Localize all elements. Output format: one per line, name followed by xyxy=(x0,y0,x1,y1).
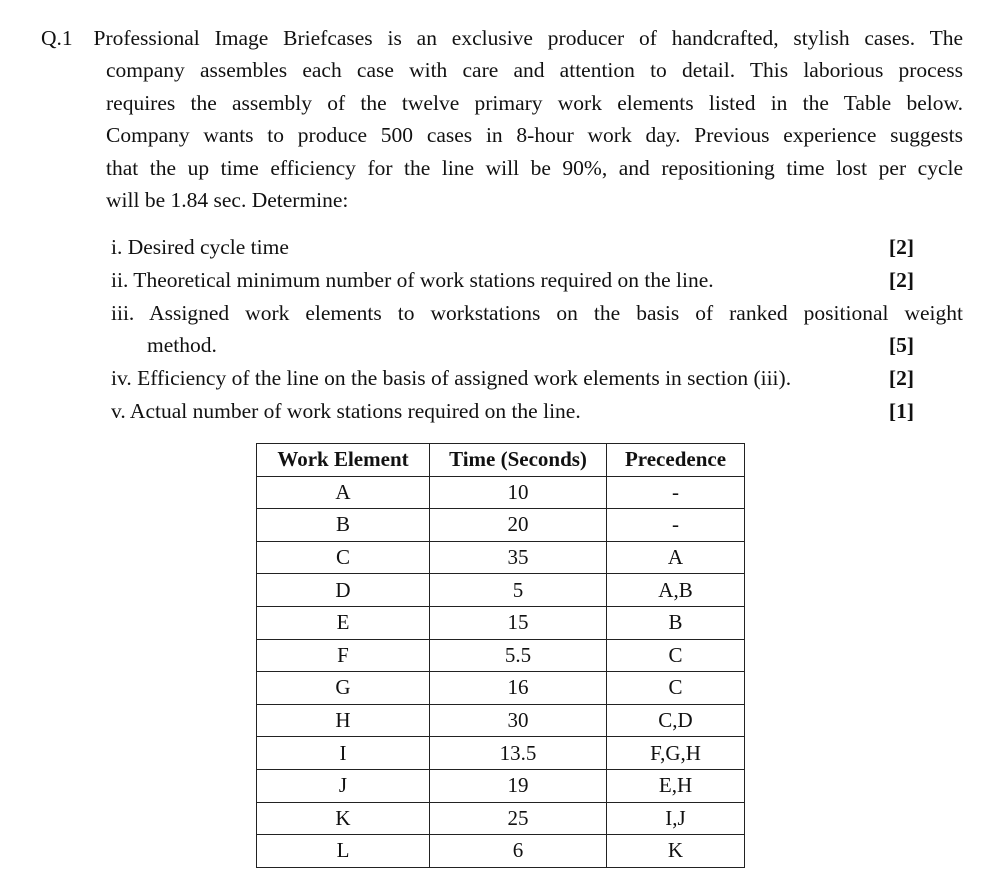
question-number: Q.1 xyxy=(41,26,73,50)
part-marks: [5] xyxy=(888,333,914,358)
part-iii-continued xyxy=(111,329,963,362)
cell-time: 6 xyxy=(430,835,607,868)
cell-element: D xyxy=(257,574,430,607)
part-ii xyxy=(111,264,963,297)
part-i xyxy=(111,231,963,264)
cell-element: K xyxy=(257,802,430,835)
table-row xyxy=(257,737,745,770)
cell-element: G xyxy=(257,672,430,705)
cell-element: L xyxy=(257,835,430,868)
part-text: i. Desired cycle time xyxy=(111,235,289,259)
cell-element: H xyxy=(257,704,430,737)
cell-element: I xyxy=(257,737,430,770)
part-iv xyxy=(111,362,963,395)
cell-time: 20 xyxy=(430,509,607,542)
table-row xyxy=(257,476,745,509)
part-marks: [2] xyxy=(888,267,914,292)
part-text: method. xyxy=(147,333,217,358)
cell-precedence: B xyxy=(607,606,745,639)
part-v xyxy=(111,395,963,428)
cell-time: 15 xyxy=(430,606,607,639)
cell-precedence: A,B xyxy=(607,574,745,607)
table-row xyxy=(257,574,745,607)
cell-time: 13.5 xyxy=(430,737,607,770)
header-work-element: Work Element xyxy=(257,444,430,477)
cell-time: 19 xyxy=(430,769,607,802)
table-row xyxy=(257,541,745,574)
header-time: Time (Seconds) xyxy=(430,444,607,477)
table-row xyxy=(257,672,745,705)
part-marks: [1] xyxy=(888,398,914,423)
table-row xyxy=(257,639,745,672)
table-header-row xyxy=(257,444,745,477)
part-marks: [2] xyxy=(888,235,914,259)
cell-precedence: E,H xyxy=(607,769,745,802)
cell-precedence: K xyxy=(607,835,745,868)
part-text: v. Actual number of work stations required on the line. xyxy=(111,398,581,423)
cell-precedence: C xyxy=(607,639,745,672)
question-line-5: that the up time efficiency for the line will be 90%, and repositioning time lost per cycle xyxy=(106,155,963,180)
part-iii xyxy=(111,297,963,330)
cell-element: C xyxy=(257,541,430,574)
question-line-1: Q.1 Professional Image Briefcases is an exclusive producer of handcrafted, stylish cases. The xyxy=(41,26,963,50)
part-text: ii. Theoretical minimum number of work stations required on the line. xyxy=(111,267,714,292)
cell-element: E xyxy=(257,606,430,639)
table-row xyxy=(257,704,745,737)
cell-element: B xyxy=(257,509,430,542)
question-line-6: will be 1.84 sec. Determine: xyxy=(106,188,349,213)
cell-element: F xyxy=(257,639,430,672)
cell-time: 5 xyxy=(430,574,607,607)
cell-element: A xyxy=(257,476,430,509)
table-row xyxy=(257,509,745,542)
cell-precedence: C xyxy=(607,672,745,705)
cell-element: J xyxy=(257,769,430,802)
table-row xyxy=(257,769,745,802)
part-text: iii. Assigned work elements to workstations on the basis of ranked positional weight xyxy=(111,300,963,325)
cell-time: 25 xyxy=(430,802,607,835)
cell-precedence: I,J xyxy=(607,802,745,835)
part-text: iv. Efficiency of the line on the basis of assigned work elements in section (iii). xyxy=(111,366,792,391)
cell-precedence: - xyxy=(607,509,745,542)
cell-time: 35 xyxy=(430,541,607,574)
table-row xyxy=(257,802,745,835)
cell-time: 5.5 xyxy=(430,639,607,672)
cell-time: 10 xyxy=(430,476,607,509)
question-parts xyxy=(111,231,963,428)
question-line-4: Company wants to produce 500 cases in 8-hour work day. Previous experience suggests xyxy=(106,123,963,148)
cell-time: 30 xyxy=(430,704,607,737)
cell-precedence: A xyxy=(607,541,745,574)
cell-time: 16 xyxy=(430,672,607,705)
table-row xyxy=(257,606,745,639)
cell-precedence: - xyxy=(607,476,745,509)
cell-precedence: C,D xyxy=(607,704,745,737)
question-line-2: company assembles each case with care and attention to detail. This laborious process xyxy=(106,58,963,83)
header-precedence: Precedence xyxy=(607,444,745,477)
part-marks: [2] xyxy=(888,366,914,391)
cell-precedence: F,G,H xyxy=(607,737,745,770)
table-row xyxy=(257,835,745,868)
question-line-3: requires the assembly of the twelve primary work elements listed in the Table below. xyxy=(106,90,963,115)
question-block xyxy=(41,22,963,216)
work-element-table xyxy=(256,443,745,868)
